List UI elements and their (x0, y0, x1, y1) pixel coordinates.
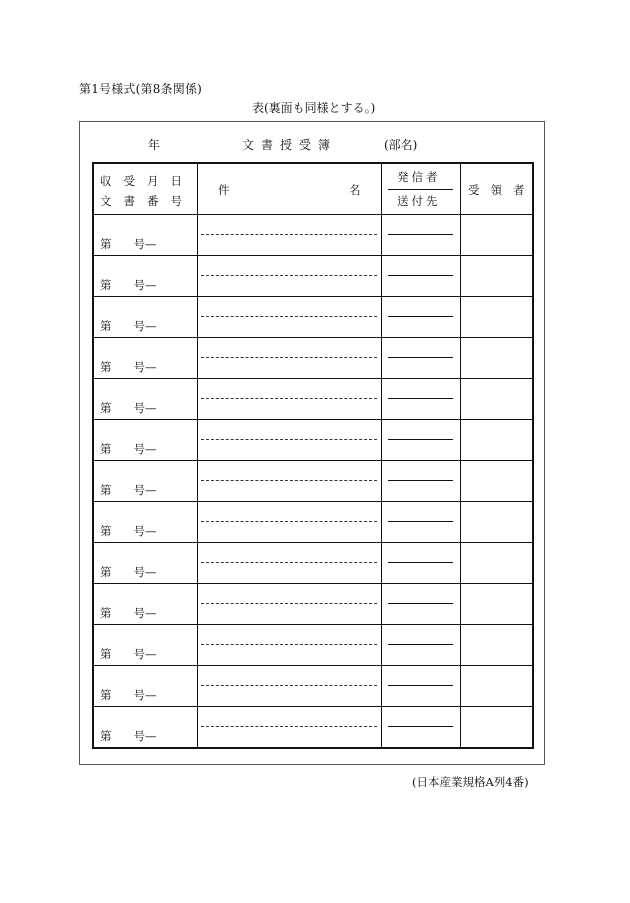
standard-note: (日本産業規格A列4番) (412, 775, 529, 789)
row-number-label (100, 277, 157, 293)
table-row (94, 420, 532, 461)
row-number-suffix: 号— (133, 442, 157, 456)
side-note: 表(裏面も同様とする。) (252, 101, 376, 115)
row-number-suffix: 号— (133, 278, 157, 292)
table-row (94, 379, 532, 420)
row-number-suffix: 号— (133, 319, 157, 333)
subject-dotted-line (201, 234, 377, 235)
register-table (92, 162, 534, 749)
table-row (94, 297, 532, 338)
table-row (94, 543, 532, 584)
header-document-number: 文書番号 (100, 194, 194, 208)
row-number-suffix: 号— (133, 360, 157, 374)
subject-dotted-line (201, 439, 377, 440)
row-number-label (100, 318, 157, 334)
sender-divider-line (388, 603, 453, 604)
row-number-label (100, 359, 157, 375)
row-number-prefix: 第 (100, 319, 112, 333)
row-number-suffix: 号— (133, 688, 157, 702)
header-destination: 送付先 (397, 194, 441, 208)
subject-dotted-line (201, 357, 377, 358)
row-number-label (100, 728, 157, 744)
table-row (94, 502, 532, 543)
row-number-prefix: 第 (100, 565, 112, 579)
row-number-prefix: 第 (100, 401, 112, 415)
subject-dotted-line (201, 398, 377, 399)
row-number-prefix: 第 (100, 729, 112, 743)
sender-divider-line (388, 357, 453, 358)
row-number-suffix: 号— (133, 524, 157, 538)
row-number-label (100, 523, 157, 539)
table-row (94, 707, 532, 748)
table-row (94, 461, 532, 502)
row-number-prefix: 第 (100, 278, 112, 292)
header-subject-left: 件 (218, 183, 230, 197)
sender-divider-line (388, 480, 453, 481)
table-row (94, 666, 532, 707)
column-divider-1 (197, 164, 198, 747)
row-number-prefix: 第 (100, 647, 112, 661)
row-number-label (100, 400, 157, 416)
table-header (94, 164, 536, 215)
sender-divider-line (388, 644, 453, 645)
sender-divider-line (388, 521, 453, 522)
row-number-prefix: 第 (100, 524, 112, 538)
table-row (94, 584, 532, 625)
row-number-prefix: 第 (100, 442, 112, 456)
row-number-label (100, 605, 157, 621)
row-number-suffix: 号— (133, 647, 157, 661)
sender-divider-line (388, 234, 453, 235)
department-label: (部名) (384, 138, 418, 152)
table-row (94, 338, 532, 379)
subject-dotted-line (201, 726, 377, 727)
row-number-prefix: 第 (100, 606, 112, 620)
subject-dotted-line (201, 521, 377, 522)
sender-divider-line (388, 726, 453, 727)
sender-divider-line (388, 562, 453, 563)
row-number-label (100, 482, 157, 498)
header-sender-divider (388, 189, 453, 190)
subject-dotted-line (201, 562, 377, 563)
row-number-suffix: 号— (133, 401, 157, 415)
subject-dotted-line (201, 685, 377, 686)
row-number-prefix: 第 (100, 688, 112, 702)
header-receiver: 受領者 (468, 183, 536, 197)
subject-dotted-line (201, 275, 377, 276)
row-number-label (100, 564, 157, 580)
row-number-prefix: 第 (100, 360, 112, 374)
table-row (94, 625, 532, 666)
row-number-suffix: 号— (133, 606, 157, 620)
sender-divider-line (388, 685, 453, 686)
sender-divider-line (388, 398, 453, 399)
column-divider-2 (381, 164, 382, 747)
subject-dotted-line (201, 603, 377, 604)
sender-divider-line (388, 275, 453, 276)
row-number-label (100, 441, 157, 457)
row-number-prefix: 第 (100, 483, 112, 497)
subject-dotted-line (201, 644, 377, 645)
header-sender: 発信者 (397, 170, 441, 184)
row-number-suffix: 号— (133, 565, 157, 579)
table-rows (94, 215, 532, 748)
row-number-prefix: 第 (100, 237, 112, 251)
row-number-label (100, 646, 157, 662)
form-number: 第1号様式(第8条関係) (79, 82, 203, 96)
header-receipt-date: 収受月日 (100, 174, 194, 188)
subject-dotted-line (201, 480, 377, 481)
sender-divider-line (388, 439, 453, 440)
header-subject-right: 名 (349, 183, 361, 197)
sender-divider-line (388, 316, 453, 317)
year-label: 年 (148, 138, 161, 152)
row-number-label (100, 687, 157, 703)
table-row (94, 256, 532, 297)
row-number-label (100, 236, 157, 252)
row-number-suffix: 号— (133, 237, 157, 251)
row-number-suffix: 号— (133, 729, 157, 743)
column-divider-3 (460, 164, 461, 747)
subject-dotted-line (201, 316, 377, 317)
register-title: 文書授受簿 (242, 138, 338, 152)
row-number-suffix: 号— (133, 483, 157, 497)
table-row (94, 215, 532, 256)
